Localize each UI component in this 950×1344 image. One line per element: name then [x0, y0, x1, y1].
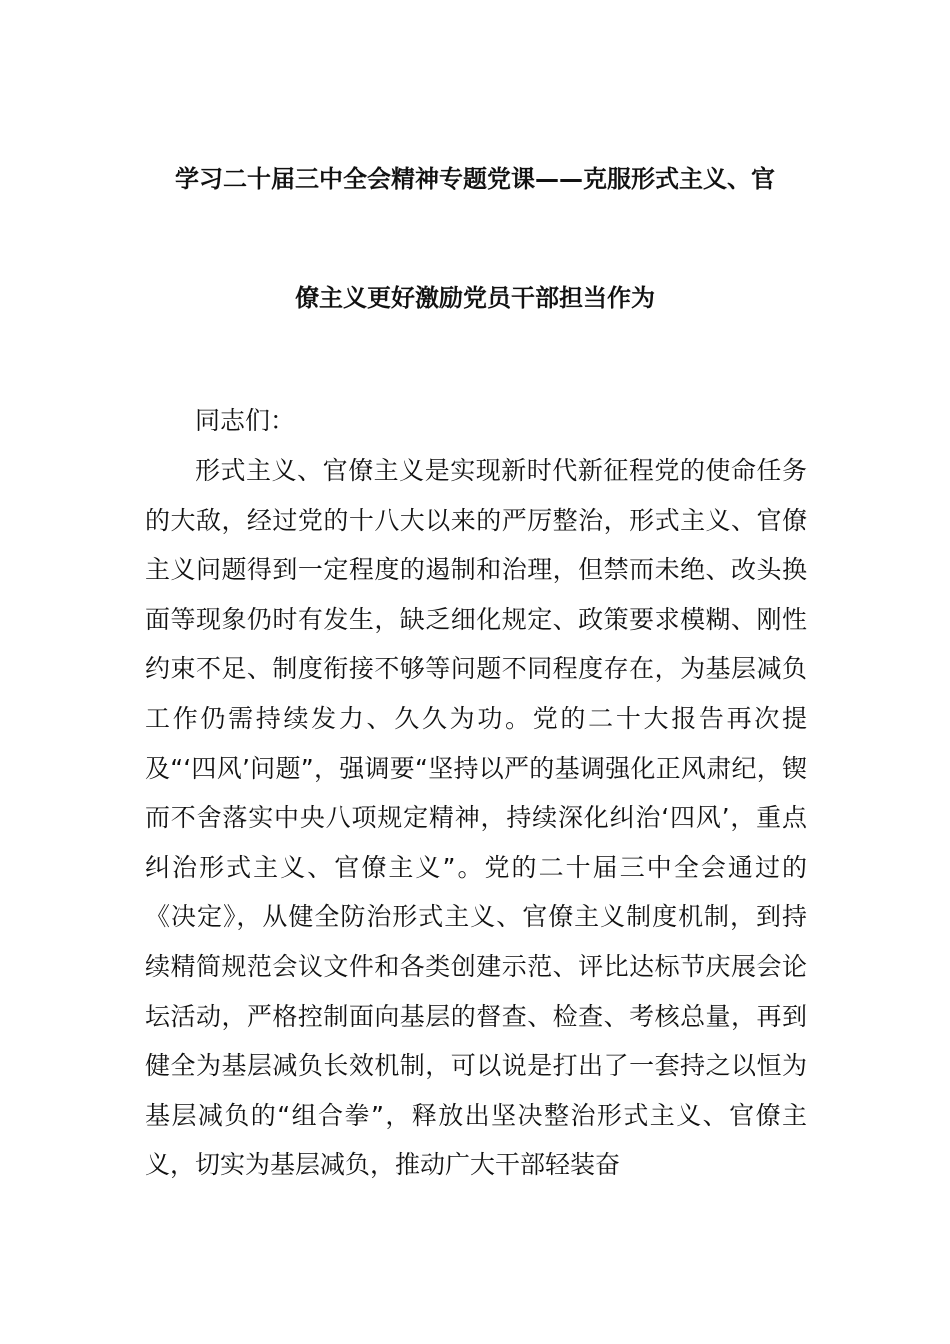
- document-title-line-1: 学习二十届三中全会精神专题党课——克服形式主义、官: [175, 165, 775, 193]
- salutation: 同志们：: [195, 406, 296, 435]
- body-paragraph-1: 形式主义、官僚主义是实现新时代新征程党的使命任务的大敌，经过党的十八大以来的严厉整治，形式主义、官僚主义问题得到一定程度的遏制和治理，但禁而未绝、改头换面等现象仍时有发生，缺乏细化规定、政策要求模糊、刚性约束不足、制度衔接不够等问题不同程度存在，为基层减负工作仍需持续发力、久久为功。党的二十大报告再次提及“‘四风’问题”，强调要“坚持以严的基调强化正风肃纪，锲而不舍落实中央八项规定精神，持续深化纠治‘四风’，重点纠治形式主义、官僚主义”。党的二十届三中全会通过的《决定》，从健全防治形式主义、官僚主义制度机制，到持续精简规范会议文件和各类创建示范、评比达标节庆展会论坛活动，严格控制面向基层的督查、检查、考核总量，再到健全为基层减负长效机制，可以说是打出了一套持之以恒为基层减负的“组合拳”，释放出坚决整治形式主义、官僚主义，切实为基层减负，推动广大干部轻装奋: [145, 456, 807, 1180]
- document-title-line-2: 僚主义更好激励党员干部担当作为: [295, 284, 655, 312]
